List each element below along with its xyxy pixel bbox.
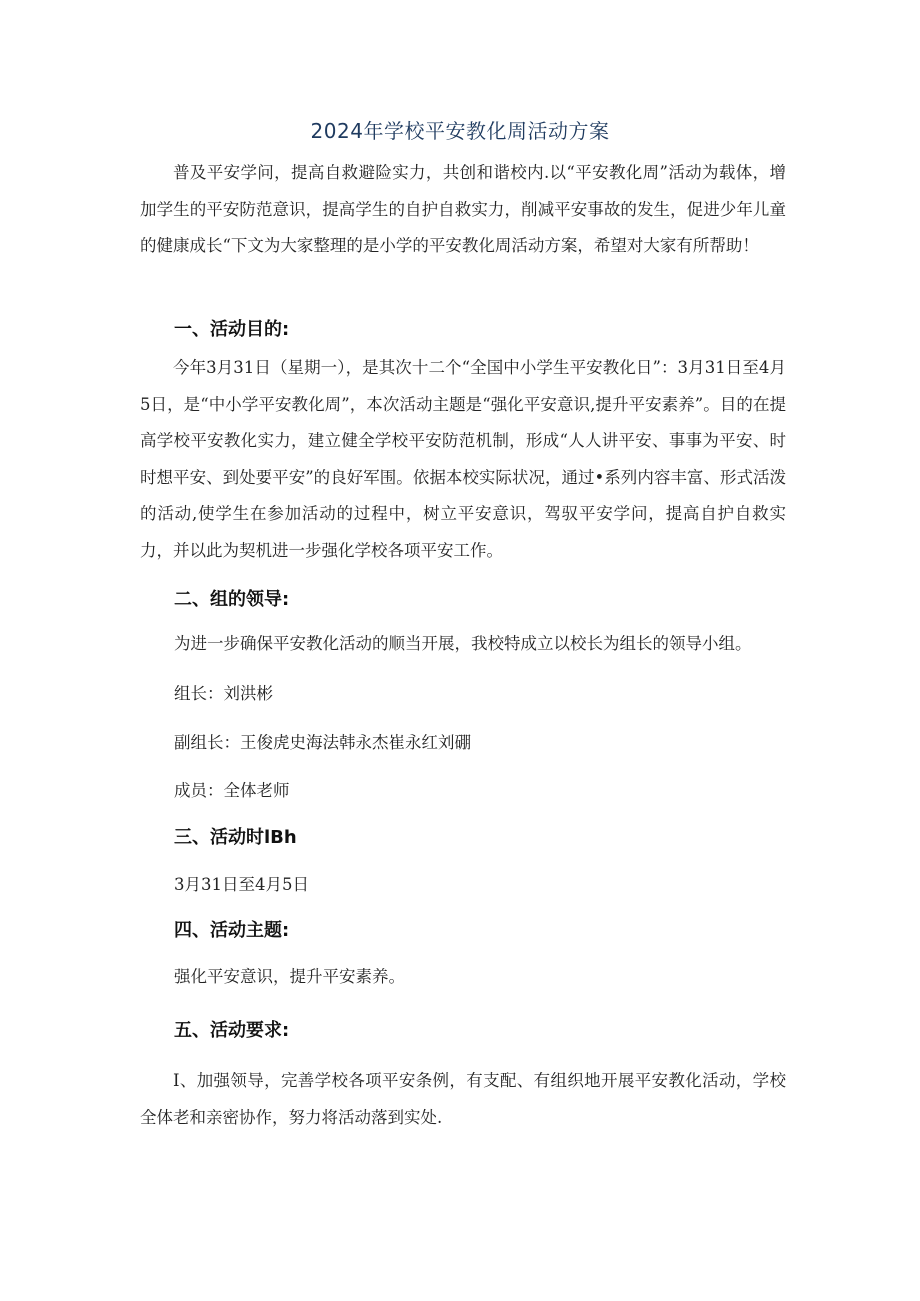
requirement-item-1: I、加强领导，完善学校各项平安条例，有支配、有组织地开展平安教化活动，学校全体老和亲密协作，努力将活动落到实处.	[140, 1071, 786, 1127]
section-theme-heading: 四、活动主题:	[174, 920, 290, 941]
section-purpose-paragraph: 今年3月31日（星期一），是其次十二个“全国中小学生平安教化日”：3月31日至4月5日，是“中小学平安教化周”，本次活动主题是“强化平安意识,提升平安素养”。目的在提高学校平安教化实力，建立健全学校平安防范机制，形成“人人讲平安、事事为平安、时时想平安、到处要平安”的良好军围。依据本校实际状况，通过•系列内容丰富、形式活泼的活动,使学生在参加活动的过程中，树立平安意识，驾驭平安学问，提高自护自救实力，并以此为契机进一步强化学校各项平安工作。	[140, 358, 786, 560]
document-title: 2024年学校平安教化周活动方案	[310, 119, 610, 143]
section-theme-text: 强化平安意识，提升平安素养。	[174, 967, 405, 986]
section-requirements-heading: 五、活动要求:	[174, 1020, 290, 1041]
section-time-heading: 三、活动时lBh	[174, 827, 297, 848]
section-purpose-heading: 一、活动目的:	[174, 319, 290, 340]
section-time-text: 3月31日至4月5日	[174, 875, 309, 894]
leader-line: 组长：刘洪彬	[174, 684, 273, 703]
deputy-leader-line: 副组长：王俊虎史海法韩永杰崔永红刘硼	[174, 733, 471, 752]
intro-paragraph: 普及平安学问，提高自救避险实力，共创和谐校内.以“平安教化周”活动为载体，增加学生的平安防范意识，提高学生的自护自救实力，削减平安事故的发生，促进少年儿童的健康成长“下文为大家整理的是小学的平安教化周活动方案，希望对大家有所帮助！	[140, 163, 786, 255]
section-leadership-paragraph: 为进一步确保平安教化活动的顺当开展，我校特成立以校长为组长的领导小组。	[174, 634, 752, 653]
members-line: 成员：全体老师	[174, 781, 290, 800]
section-leadership-heading: 二、组的领导:	[174, 589, 290, 610]
